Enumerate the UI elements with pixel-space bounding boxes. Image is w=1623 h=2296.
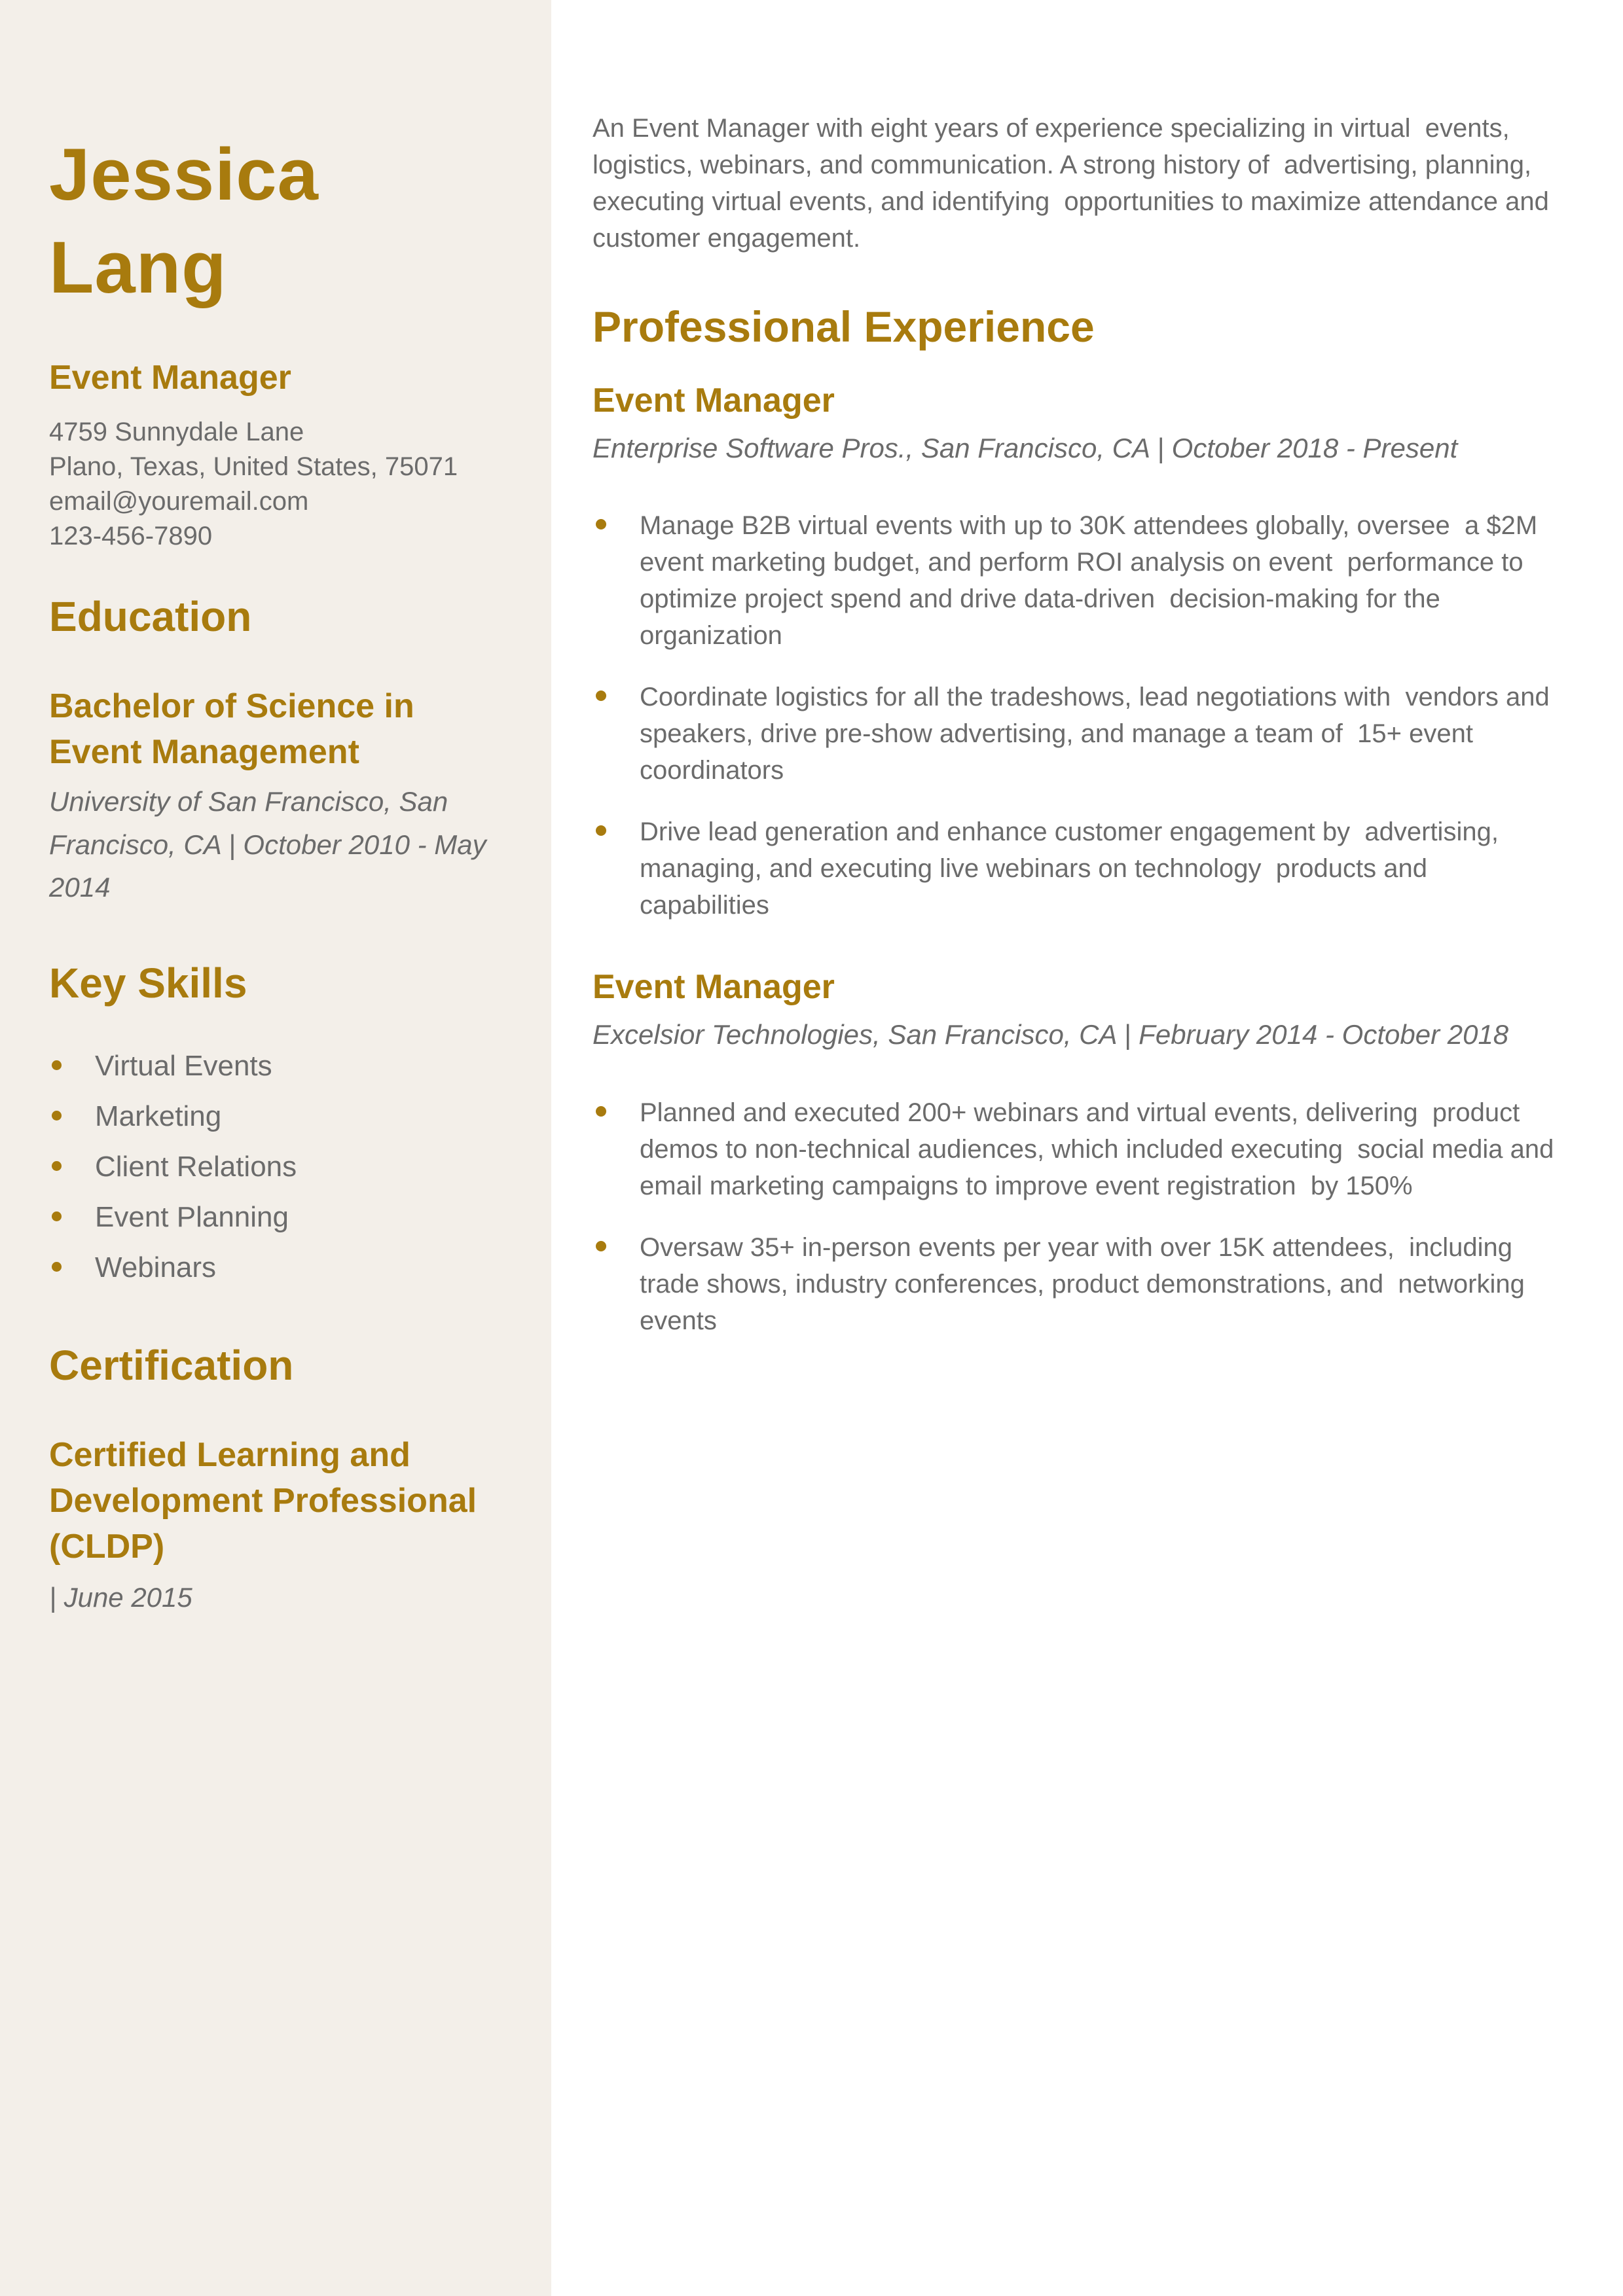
professional-summary: An Event Manager with eight years of experience specializing in virtual events, logistics, webinars, and communication. A strong history of advertising, planning, executing virtual events, and identifying opportunities to maximize attendance and customer engagement.	[593, 114, 1557, 253]
education-heading: Education	[49, 593, 252, 641]
skill-item: Event Planning	[49, 1201, 512, 1234]
certification-entry	[49, 1432, 512, 1619]
certification-heading: Certification	[49, 1341, 294, 1389]
skill-item: Webinars	[49, 1251, 512, 1284]
skill-item: Marketing	[49, 1100, 512, 1133]
candidate-job-title: Event Manager	[49, 359, 291, 397]
contact-phone: 123-456-7890	[49, 522, 213, 551]
job-title: Event Manager	[593, 968, 835, 1007]
candidate-name: Jessica Lang	[49, 134, 319, 309]
skill-item: Client Relations	[49, 1151, 512, 1183]
key-skills-heading: Key Skills	[49, 959, 247, 1007]
contact-block	[49, 415, 512, 554]
job-title: Event Manager	[593, 382, 835, 420]
key-skills-list	[49, 1050, 512, 1284]
job-entry	[593, 379, 1563, 924]
job-entry	[593, 965, 1563, 1338]
skill-item: Virtual Events	[49, 1050, 512, 1083]
job-bullet: Drive lead generation and enhance customer engagement by advertising, managing, and executing live webinars on technology products and capabilities	[593, 814, 1563, 924]
contact-address-line1: 4759 Sunnydale Lane	[49, 418, 304, 447]
job-bullet: Coordinate logistics for all the tradeshows, lead negotiations with vendors and speakers, drive pre-show advertising, and manage a team of 15+ event coordinators	[593, 679, 1563, 789]
experience-heading: Professional Experience	[593, 302, 1095, 351]
main-column	[551, 0, 1623, 2296]
sidebar	[0, 0, 551, 2296]
contact-email: email@youremail.com	[49, 487, 309, 516]
certification-date: | June 2015	[49, 1582, 192, 1613]
job-company-dates: Enterprise Software Pros., San Francisco, CA | October 2018 - Present	[593, 432, 1458, 463]
certification-title: Certified Learning and Development Professional (CLDP)	[49, 1435, 477, 1566]
job-bullet-list	[593, 1094, 1563, 1339]
job-bullet-list	[593, 507, 1563, 924]
job-company-dates: Excelsior Technologies, San Francisco, CA | February 2014 - October 2018	[593, 1019, 1509, 1050]
education-entry	[49, 683, 512, 908]
education-details: University of San Francisco, San Francisco, CA | October 2010 - May 2014	[49, 786, 486, 903]
job-bullet: Manage B2B virtual events with up to 30K attendees globally, oversee a $2M event marketing budget, and perform ROI analysis on event performance to optimize project spend and drive data-driven decision-making for the organization	[593, 507, 1563, 654]
education-degree: Bachelor of Science in Event Management	[49, 687, 414, 772]
job-bullet: Oversaw 35+ in-person events per year with over 15K attendees, including trade shows, industry conferences, product demonstrations, and networking events	[593, 1229, 1563, 1339]
contact-address-line2: Plano, Texas, United States, 75071	[49, 452, 458, 482]
job-bullet: Planned and executed 200+ webinars and virtual events, delivering product demos to non-technical audiences, which included executing social media and email marketing campaigns to improve event registration by 150%	[593, 1094, 1563, 1204]
experience-list	[593, 379, 1563, 1339]
